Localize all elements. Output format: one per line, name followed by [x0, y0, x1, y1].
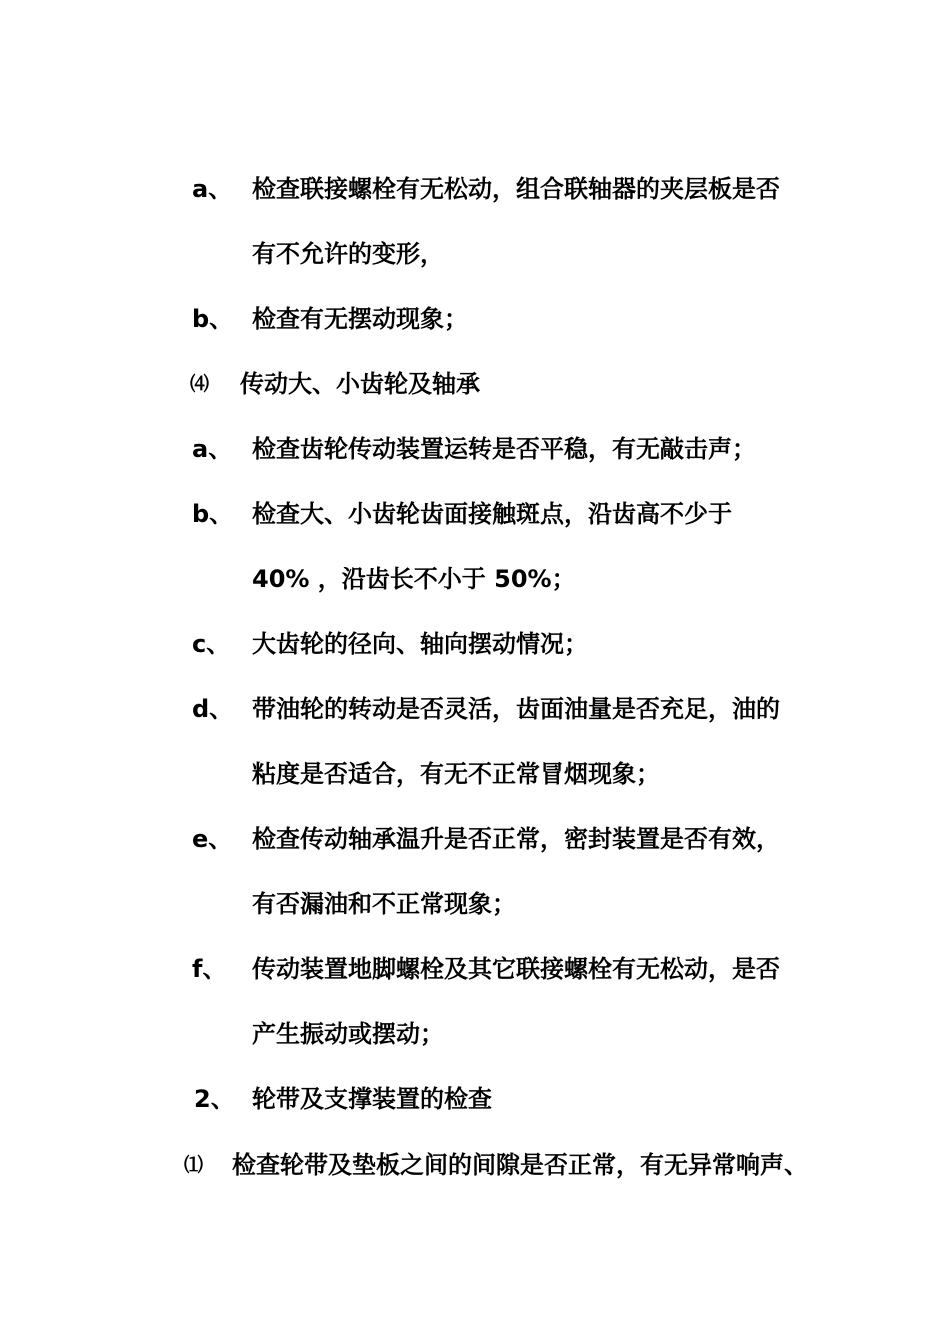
section-marker: ⑷ — [190, 373, 210, 395]
list-marker: b、 — [192, 500, 234, 528]
list-marker: c、 — [192, 630, 231, 658]
list-marker: a、 — [192, 175, 233, 203]
list-item-text: 检查大、小齿轮齿面接触斑点，沿齿高不少于 — [252, 500, 732, 528]
list-marker: e、 — [192, 825, 233, 853]
list-item-text: 检查有无摆动现象； — [252, 305, 468, 333]
section-heading-text: 轮带及支撑装置的检查 — [252, 1085, 492, 1113]
list-item — [0, 429, 950, 469]
list-item-text: 产生振动或摆动； — [252, 1020, 444, 1048]
list-item — [0, 494, 950, 534]
list-item-continuation — [0, 234, 950, 274]
list-item-text: 大齿轮的径向、轴向摆动情况； — [252, 630, 588, 658]
list-item-text: 粘度是否适合，有无不正常冒烟现象； — [252, 760, 660, 788]
section-marker: 2、 — [194, 1085, 235, 1113]
list-item — [0, 299, 950, 339]
list-marker: b、 — [192, 305, 234, 333]
subsection-item — [0, 1145, 950, 1185]
list-item — [0, 624, 950, 664]
list-item-text: 40% ，沿齿长不小于 50%； — [252, 565, 576, 593]
list-item-text: 检查联接螺栓有无松动，组合联轴器的夹层板是否 — [252, 175, 780, 203]
subsection-item-text: 检查轮带及垫板之间的间隙是否正常，有无异常响声、 — [232, 1151, 808, 1179]
list-item-continuation — [0, 754, 950, 794]
list-item-continuation — [0, 884, 950, 924]
list-item — [0, 169, 950, 209]
list-item-text: 有否漏油和不正常现象； — [252, 890, 516, 918]
section-heading — [0, 1079, 950, 1119]
list-marker: f、 — [192, 955, 227, 983]
list-item-text: 检查传动轴承温升是否正常，密封装置是否有效， — [252, 825, 780, 853]
list-item-continuation — [0, 559, 950, 599]
list-item-text: 有不允许的变形， — [252, 240, 444, 268]
list-marker: a、 — [192, 435, 233, 463]
list-item — [0, 689, 950, 729]
list-marker: d、 — [192, 695, 234, 723]
section-heading — [0, 364, 950, 404]
list-item-text: 带油轮的转动是否灵活，齿面油量是否充足，油的 — [252, 695, 780, 723]
list-item-text: 检查齿轮传动装置运转是否平稳，有无敲击声； — [252, 435, 756, 463]
list-item-text: 传动装置地脚螺栓及其它联接螺栓有无松动，是否 — [252, 955, 780, 983]
section-heading-text: 传动大、小齿轮及轴承 — [240, 370, 480, 398]
list-item — [0, 949, 950, 989]
list-item-continuation — [0, 1014, 950, 1054]
subsection-marker: ⑴ — [184, 1154, 204, 1176]
list-item — [0, 819, 950, 859]
